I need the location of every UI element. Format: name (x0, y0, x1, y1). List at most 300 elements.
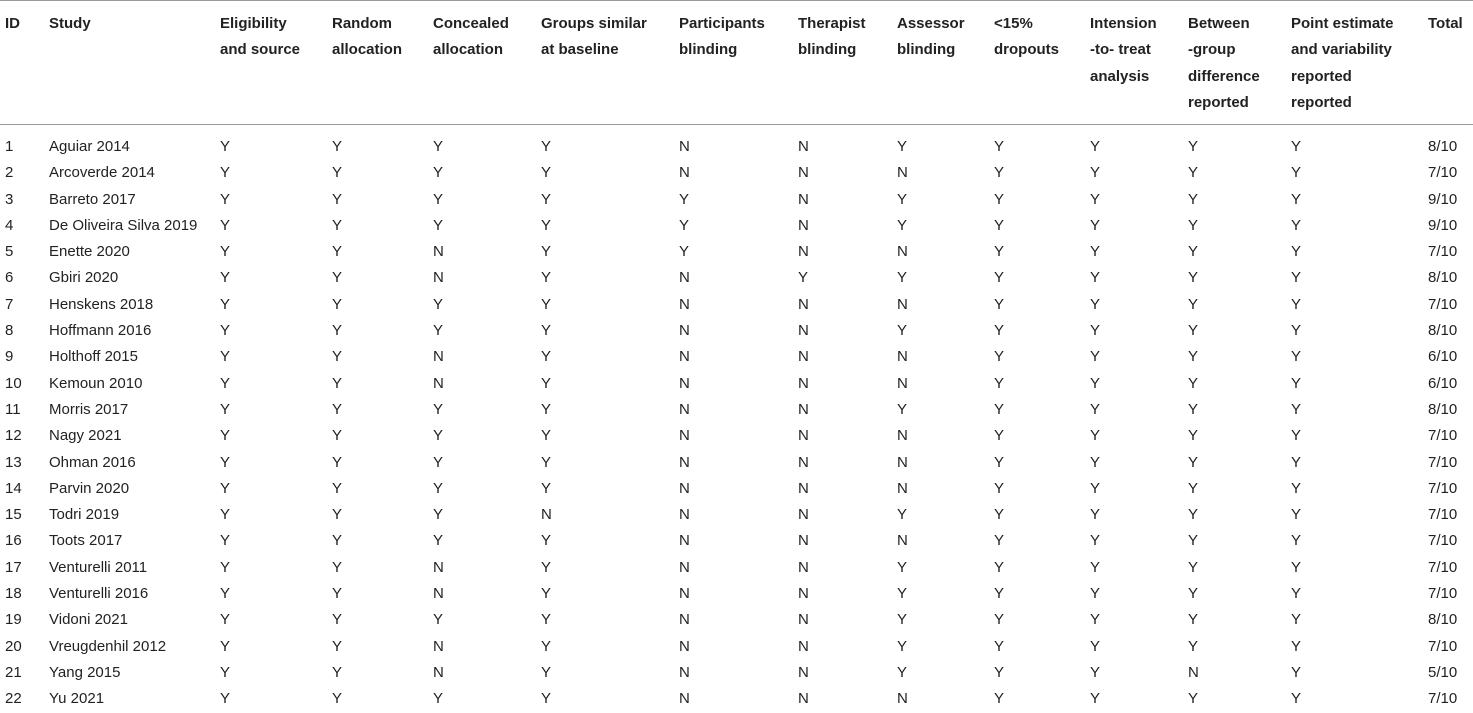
rating-cell: Y (1090, 637, 1101, 655)
rating-cell: N (679, 374, 690, 392)
rating-cell: N (679, 348, 690, 366)
rating-cell: Y (798, 269, 809, 287)
rating-cell: Y (332, 243, 343, 261)
study-cell: Henskens 2018 (49, 295, 154, 313)
rating-cell: N (798, 374, 809, 392)
rating-cell: Y (1291, 269, 1302, 287)
rating-cell: Y (1090, 532, 1101, 550)
rating-cell: Y (1188, 269, 1199, 287)
table-row (0, 660, 1473, 686)
rating-cell: Y (1090, 663, 1101, 681)
rating-cell: Y (332, 479, 343, 497)
rating-cell: Y (220, 322, 231, 340)
total-cell: 7/10 (1428, 532, 1458, 550)
rating-cell: Y (433, 138, 444, 155)
rating-cell: Y (220, 295, 231, 313)
rating-cell: Y (1188, 427, 1199, 445)
rating-cell: Y (897, 637, 908, 655)
rating-cell: Y (1291, 453, 1302, 471)
rating-cell: Y (220, 585, 231, 603)
rating-cell: N (433, 243, 444, 261)
rating-cell: N (798, 138, 809, 155)
rating-cell: Y (332, 190, 343, 208)
rating-cell: N (798, 348, 809, 366)
rating-cell: Y (541, 348, 552, 366)
rating-cell: Y (541, 637, 552, 655)
rating-cell: Y (1188, 637, 1199, 655)
rating-cell: Y (332, 269, 343, 287)
rating-cell: Y (1291, 138, 1302, 155)
id-cell: 2 (5, 164, 14, 182)
rating-cell: Y (994, 400, 1005, 418)
table-row (0, 450, 1473, 476)
total-cell: 7/10 (1428, 479, 1458, 497)
study-cell: Hoffmann 2016 (49, 322, 152, 340)
rating-cell: Y (994, 663, 1005, 681)
rating-cell: N (798, 479, 809, 497)
total-cell: 8/10 (1428, 400, 1458, 418)
rating-cell: N (798, 611, 809, 629)
rating-cell: N (798, 427, 809, 445)
rating-cell: Y (541, 427, 552, 445)
rating-cell: Y (1188, 164, 1199, 182)
study-cell: Gbiri 2020 (49, 269, 119, 287)
rating-cell: Y (220, 637, 231, 655)
rating-cell: Y (1291, 322, 1302, 340)
rating-cell: Y (1090, 558, 1101, 576)
rating-cell: Y (220, 269, 231, 287)
rating-cell: Y (994, 243, 1005, 261)
table-row (0, 397, 1473, 423)
id-cell: 10 (5, 374, 22, 392)
study-cell: Vidoni 2021 (49, 611, 128, 629)
rating-cell: Y (1291, 558, 1302, 576)
rating-cell: Y (541, 164, 552, 182)
header-row (0, 1, 1473, 125)
rating-cell: Y (897, 400, 908, 418)
rating-cell: Y (897, 138, 908, 155)
rating-cell: Y (541, 479, 552, 497)
rating-cell: N (897, 690, 908, 708)
rating-cell: N (679, 558, 690, 576)
table-row (0, 607, 1473, 633)
rating-cell: Y (1291, 243, 1302, 261)
rating-cell: Y (994, 506, 1005, 524)
rating-cell: Y (1291, 532, 1302, 550)
id-cell: 18 (5, 585, 22, 603)
rating-cell: Y (994, 611, 1005, 629)
rating-cell: N (798, 585, 809, 603)
rating-cell: Y (541, 374, 552, 392)
rating-cell: Y (332, 585, 343, 603)
therapist-blinding-header: Therapist blinding (798, 1, 897, 125)
concealed-allocation-header: Concealed allocation (433, 1, 541, 125)
study-cell: Todri 2019 (49, 506, 120, 524)
rating-cell: Y (1188, 374, 1199, 392)
total-cell: 7/10 (1428, 637, 1458, 655)
rating-cell: N (679, 585, 690, 603)
rating-cell: Y (1291, 479, 1302, 497)
rating-cell: Y (679, 190, 690, 208)
rating-cell: Y (332, 374, 343, 392)
rating-cell: Y (220, 243, 231, 261)
table-row (0, 239, 1473, 265)
total-cell: 8/10 (1428, 322, 1458, 340)
table-row (0, 344, 1473, 370)
rating-cell: Y (1188, 585, 1199, 603)
rating-cell: N (798, 453, 809, 471)
table-row (0, 160, 1473, 186)
rating-cell: Y (220, 374, 231, 392)
rating-cell: Y (1291, 506, 1302, 524)
study-cell: Enette 2020 (49, 243, 130, 261)
rating-cell: Y (220, 558, 231, 576)
rating-cell: Y (332, 611, 343, 629)
rating-cell: Y (332, 216, 343, 234)
rating-cell: Y (1090, 611, 1101, 629)
rating-cell: Y (897, 322, 908, 340)
id-cell: 16 (5, 532, 22, 550)
id-cell: 14 (5, 479, 22, 497)
rating-cell: Y (220, 532, 231, 550)
rating-cell: Y (541, 269, 552, 287)
rating-cell: Y (220, 400, 231, 418)
table-row (0, 476, 1473, 502)
rating-cell: Y (1291, 295, 1302, 313)
rating-cell: Y (1090, 348, 1101, 366)
table-row (0, 423, 1473, 449)
point-estimate-header: Point estimate and variability reported reported (1291, 1, 1428, 125)
rating-cell: Y (1291, 374, 1302, 392)
table-row (0, 318, 1473, 344)
rating-cell: Y (897, 558, 908, 576)
rating-cell: Y (994, 427, 1005, 445)
rating-cell: Y (994, 295, 1005, 313)
rating-cell: Y (220, 663, 231, 681)
rating-cell: Y (1188, 479, 1199, 497)
rating-cell: Y (332, 663, 343, 681)
table-row (0, 187, 1473, 213)
rating-cell: N (679, 479, 690, 497)
rating-cell: Y (433, 190, 444, 208)
rating-cell: Y (1291, 637, 1302, 655)
rating-cell: N (433, 348, 444, 366)
rating-cell: Y (679, 243, 690, 261)
id-header: ID (0, 1, 44, 125)
id-cell: 19 (5, 611, 22, 629)
rating-cell: N (679, 138, 690, 155)
rating-cell: Y (897, 611, 908, 629)
table-row (0, 581, 1473, 607)
rating-cell: Y (994, 164, 1005, 182)
rating-cell: Y (541, 532, 552, 550)
table-body (0, 125, 1473, 713)
table-row (0, 634, 1473, 660)
rating-cell: N (679, 400, 690, 418)
rating-cell: Y (433, 164, 444, 182)
rating-cell: Y (433, 532, 444, 550)
rating-cell: Y (332, 690, 343, 708)
rating-cell: Y (1291, 611, 1302, 629)
rating-cell: N (679, 269, 690, 287)
total-cell: 8/10 (1428, 611, 1458, 629)
rating-cell: Y (332, 427, 343, 445)
study-header: Study (44, 1, 220, 125)
rating-cell: Y (541, 322, 552, 340)
id-cell: 4 (5, 216, 14, 234)
rating-cell: Y (1291, 190, 1302, 208)
rating-cell: N (433, 585, 444, 603)
rating-cell: Y (994, 585, 1005, 603)
rating-cell: Y (541, 558, 552, 576)
rating-cell: Y (1188, 322, 1199, 340)
rating-cell: Y (994, 532, 1005, 550)
study-cell: Holthoff 2015 (49, 348, 138, 366)
baseline-similarity-header: Groups similar at baseline (541, 1, 679, 125)
rating-cell: Y (541, 190, 552, 208)
id-cell: 11 (5, 400, 21, 418)
study-cell: Venturelli 2016 (49, 585, 149, 603)
rating-cell: Y (1188, 532, 1199, 550)
rating-cell: N (798, 506, 809, 524)
dropouts-header: <15% dropouts (994, 1, 1090, 125)
rating-cell: N (897, 427, 908, 445)
rating-cell: N (798, 690, 809, 708)
rating-cell: N (679, 427, 690, 445)
rating-cell: N (897, 479, 908, 497)
rating-cell: Y (679, 216, 690, 234)
rating-cell: Y (220, 479, 231, 497)
id-cell: 8 (5, 322, 14, 340)
rating-cell: Y (1090, 164, 1101, 182)
id-cell: 9 (5, 348, 14, 366)
rating-cell: Y (433, 479, 444, 497)
rating-cell: N (897, 532, 908, 550)
table-row (0, 265, 1473, 291)
id-cell: 1 (5, 138, 14, 155)
rating-cell: Y (1188, 453, 1199, 471)
id-cell: 15 (5, 506, 22, 524)
rating-cell: N (798, 164, 809, 182)
total-cell: 7/10 (1428, 243, 1458, 261)
rating-cell: N (1188, 663, 1199, 681)
rating-cell: Y (1188, 348, 1199, 366)
rating-cell: N (798, 322, 809, 340)
total-cell: 7/10 (1428, 558, 1458, 576)
eligibility-header: Eligibility and source (220, 1, 332, 125)
rating-cell: Y (541, 400, 552, 418)
rating-cell: Y (1188, 558, 1199, 576)
rating-cell: Y (897, 506, 908, 524)
rating-cell: N (433, 269, 444, 287)
id-cell: 7 (5, 295, 14, 313)
table-row (0, 213, 1473, 239)
rating-cell: Y (433, 453, 444, 471)
rating-cell: Y (1291, 400, 1302, 418)
rating-cell: Y (1090, 269, 1101, 287)
study-cell: Arcoverde 2014 (49, 164, 155, 182)
rating-cell: Y (994, 690, 1005, 708)
study-cell: Aguiar 2014 (49, 138, 130, 155)
rating-cell: N (679, 453, 690, 471)
rating-cell: Y (1291, 663, 1302, 681)
rating-cell: Y (332, 532, 343, 550)
rating-cell: Y (332, 322, 343, 340)
rating-cell: Y (1188, 400, 1199, 418)
total-cell: 6/10 (1428, 348, 1458, 366)
rating-cell: Y (1291, 690, 1302, 708)
id-cell: 5 (5, 243, 14, 261)
rating-cell: Y (994, 216, 1005, 234)
participants-blinding-header: Participants blinding (679, 1, 798, 125)
rating-cell: Y (1188, 506, 1199, 524)
rating-cell: Y (994, 637, 1005, 655)
rating-cell: Y (332, 453, 343, 471)
id-cell: 17 (5, 558, 22, 576)
rating-cell: Y (541, 138, 552, 155)
rating-cell: Y (220, 427, 231, 445)
rating-cell: N (897, 374, 908, 392)
study-cell: Parvin 2020 (49, 479, 130, 497)
total-cell: 8/10 (1428, 269, 1458, 287)
rating-cell: Y (994, 138, 1005, 155)
rating-cell: N (798, 243, 809, 261)
total-cell: 7/10 (1428, 295, 1458, 313)
rating-cell: Y (433, 322, 444, 340)
table-row (0, 555, 1473, 581)
rating-cell: Y (897, 269, 908, 287)
rating-cell: Y (433, 611, 444, 629)
rating-cell: Y (1090, 216, 1101, 234)
study-cell: De Oliveira Silva 2019 (49, 216, 198, 234)
rating-cell: N (679, 663, 690, 681)
rating-cell: N (798, 637, 809, 655)
total-header: Total (1428, 1, 1473, 125)
rating-cell: Y (332, 506, 343, 524)
rating-cell: Y (1188, 611, 1199, 629)
rating-cell: Y (994, 269, 1005, 287)
rating-cell: Y (433, 400, 444, 418)
rating-cell: Y (897, 585, 908, 603)
rating-cell: Y (332, 295, 343, 313)
study-cell: Morris 2017 (49, 400, 129, 418)
rating-cell: N (897, 243, 908, 261)
total-cell: 6/10 (1428, 374, 1458, 392)
rating-cell: Y (1090, 322, 1101, 340)
rating-cell: Y (897, 190, 908, 208)
rating-cell: N (679, 322, 690, 340)
rating-cell: Y (1090, 690, 1101, 708)
rating-cell: Y (1090, 243, 1101, 261)
table-row (0, 125, 1473, 161)
rating-cell: N (433, 558, 444, 576)
rating-cell: N (897, 164, 908, 182)
rating-cell: Y (1090, 400, 1101, 418)
rating-cell: Y (994, 190, 1005, 208)
rating-cell: Y (994, 479, 1005, 497)
study-cell: Ohman 2016 (49, 453, 136, 471)
rating-cell: Y (220, 611, 231, 629)
rating-cell: N (798, 663, 809, 681)
rating-cell: N (433, 663, 444, 681)
rating-cell: Y (541, 295, 552, 313)
rating-cell: N (798, 558, 809, 576)
rating-cell: Y (332, 637, 343, 655)
rating-cell: Y (433, 690, 444, 708)
total-cell: 7/10 (1428, 427, 1458, 445)
total-cell: 9/10 (1428, 216, 1458, 234)
rating-cell: Y (1188, 138, 1199, 155)
rating-cell: Y (994, 453, 1005, 471)
rating-cell: Y (220, 164, 231, 182)
rating-cell: Y (994, 374, 1005, 392)
table-row (0, 292, 1473, 318)
rating-cell: Y (220, 348, 231, 366)
total-cell: 7/10 (1428, 164, 1458, 182)
rating-cell: Y (1090, 585, 1101, 603)
study-cell: Vreugdenhil 2012 (49, 637, 167, 655)
rating-cell: N (679, 506, 690, 524)
study-cell: Yang 2015 (49, 663, 121, 681)
rating-cell: Y (1188, 295, 1199, 313)
rating-cell: Y (994, 348, 1005, 366)
rating-cell: Y (220, 453, 231, 471)
rating-cell: N (433, 637, 444, 655)
rating-cell: N (679, 611, 690, 629)
rating-cell: Y (994, 558, 1005, 576)
rating-cell: Y (1090, 374, 1101, 392)
rating-cell: Y (433, 506, 444, 524)
rating-cell: Y (332, 164, 343, 182)
rating-cell: N (798, 400, 809, 418)
rating-cell: Y (541, 585, 552, 603)
rating-cell: Y (1291, 585, 1302, 603)
rating-cell: Y (541, 663, 552, 681)
rating-cell: Y (1090, 506, 1101, 524)
rating-cell: Y (1090, 453, 1101, 471)
rating-cell: Y (541, 690, 552, 708)
rating-cell: Y (541, 216, 552, 234)
rating-cell: N (897, 295, 908, 313)
id-cell: 13 (5, 453, 22, 471)
rating-cell: N (433, 374, 444, 392)
total-cell: 7/10 (1428, 453, 1458, 471)
total-cell: 9/10 (1428, 190, 1458, 208)
rating-cell: Y (220, 190, 231, 208)
study-cell: Barreto 2017 (49, 190, 136, 208)
rating-cell: Y (1291, 216, 1302, 234)
total-cell: 7/10 (1428, 585, 1458, 603)
rating-cell: Y (1090, 479, 1101, 497)
table-row (0, 502, 1473, 528)
study-cell: Kemoun 2010 (49, 374, 143, 392)
study-cell: Nagy 2021 (49, 427, 122, 445)
id-cell: 3 (5, 190, 14, 208)
rating-cell: Y (541, 453, 552, 471)
rating-cell: Y (1291, 427, 1302, 445)
rating-cell: Y (897, 216, 908, 234)
rating-cell: Y (220, 216, 231, 234)
rating-cell: Y (1291, 164, 1302, 182)
rating-cell: Y (1188, 243, 1199, 261)
rating-cell: N (798, 532, 809, 550)
rating-cell: Y (1090, 190, 1101, 208)
rating-cell: N (798, 295, 809, 313)
rating-cell: Y (541, 243, 552, 261)
rating-cell: N (897, 453, 908, 471)
random-allocation-header: Random allocation (332, 1, 433, 125)
rating-cell: Y (1090, 427, 1101, 445)
